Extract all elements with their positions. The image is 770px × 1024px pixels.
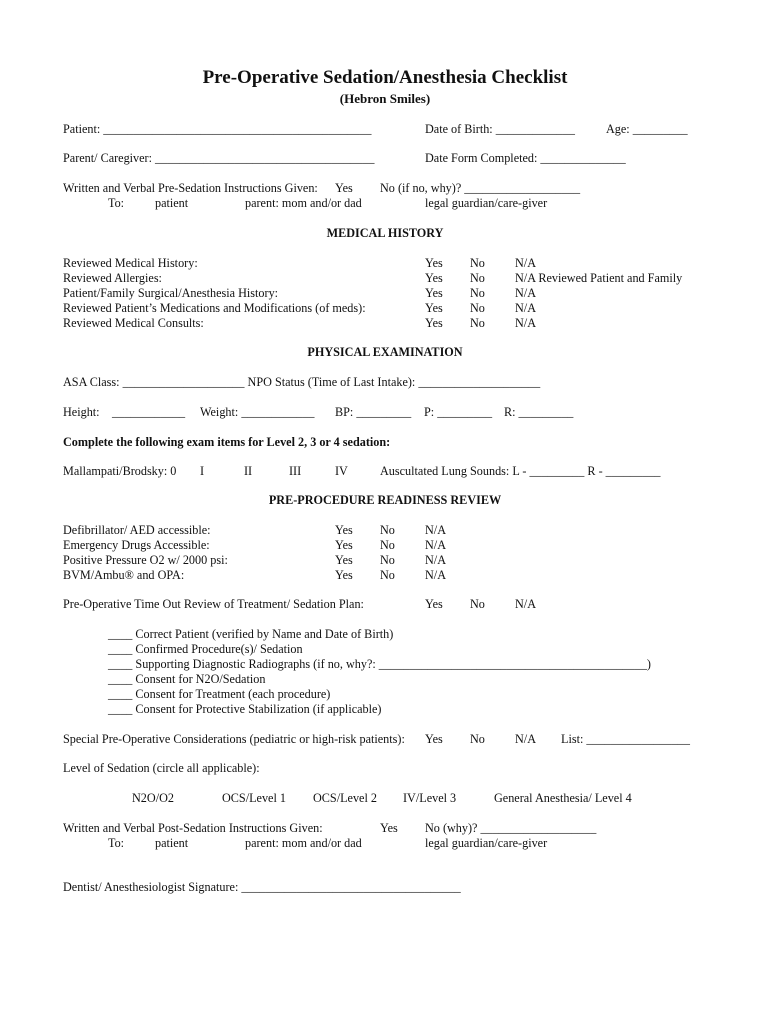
timeout-no[interactable]: No [470,597,485,611]
yes-option[interactable]: Yes [335,568,353,582]
yes-option[interactable]: Yes [425,301,443,315]
mallampati-class-iv[interactable]: IV [335,464,348,478]
timeout-label: Pre-Operative Time Out Review of Treatment/ Sedation Plan: [63,597,364,611]
no-option[interactable]: No [470,271,485,285]
mallampati-label: Mallampati/Brodsky: 0 [63,464,177,478]
no-option[interactable]: No [380,523,395,537]
post-instructions-no[interactable]: No (why)? ___________________ [425,821,597,835]
caregiver-field[interactable]: Parent/ Caregiver: ____________________________________ [63,151,375,165]
yes-option[interactable]: Yes [425,256,443,270]
row-label: Reviewed Medical Consults: [63,316,204,330]
special-na[interactable]: N/A [515,732,536,746]
row-label: Reviewed Medical History: [63,256,198,270]
sedation-option-n2o[interactable]: N2O/O2 [132,791,174,805]
row-label: Defibrillator/ AED accessible: [63,523,211,537]
special-list-field[interactable]: List: _________________ [561,732,690,746]
mallampati-class-i[interactable]: I [200,464,205,478]
na-option[interactable]: N/A [515,301,536,315]
pre-instructions-no[interactable]: No (if no, why)? ___________________ [380,181,581,195]
checklist-item-procedure[interactable]: ____ Confirmed Procedure(s)/ Sedation [108,642,303,656]
checklist-item-stabilization-consent[interactable]: ____ Consent for Protective Stabilization (if applicable) [108,702,382,716]
post-instructions-patient[interactable]: patient [155,836,189,850]
timeout-yes[interactable]: Yes [425,597,443,611]
page-title: Pre-Operative Sedation/Anesthesia Checklist [202,67,568,88]
asa-npo-field[interactable]: ASA Class: ____________________ NPO Status (Time of Last Intake): ____________________ [63,375,541,389]
weight-field[interactable]: Weight: ____________ [200,405,315,419]
pulse-field[interactable]: P: _________ [424,405,493,419]
pre-instructions-parent[interactable]: parent: mom and/or dad [245,196,362,210]
yes-option[interactable]: Yes [335,538,353,552]
row-label: BVM/Ambu® and OPA: [63,568,185,582]
row-label: Reviewed Patient’s Medications and Modifications (of meds): [63,301,366,315]
row-label: Positive Pressure O2 w/ 2000 psi: [63,553,228,567]
checklist-item-radiographs[interactable]: ____ Supporting Diagnostic Radiographs (if no, why?: ____________________________________________) [108,657,651,671]
sedation-level-label: Level of Sedation (circle all applicable): [63,761,260,775]
checklist-item-patient[interactable]: ____ Correct Patient (verified by Name and Date of Birth) [108,627,394,641]
yes-option[interactable]: Yes [425,286,443,300]
no-option[interactable]: No [470,316,485,330]
row-label: Reviewed Allergies: [63,271,162,285]
no-option[interactable]: No [470,301,485,315]
na-option[interactable]: N/A [425,568,446,582]
no-option[interactable]: No [470,256,485,270]
sedation-option-level2[interactable]: OCS/Level 2 [313,791,377,805]
signature-field[interactable]: Dentist/ Anesthesiologist Signature: ____________________________________ [63,880,461,894]
row-label: Patient/Family Surgical/Anesthesia History: [63,286,279,300]
age-field[interactable]: Age: _________ [606,122,688,136]
na-option[interactable]: N/A [515,286,536,300]
post-instructions-guardian[interactable]: legal guardian/care-giver [425,836,548,850]
special-considerations-label: Special Pre-Operative Considerations (pediatric or high-risk patients): [63,732,405,746]
na-option[interactable]: N/A [425,523,446,537]
mallampati-class-ii[interactable]: II [244,464,253,478]
na-option[interactable]: N/A [425,538,446,552]
post-instructions-parent[interactable]: parent: mom and/or dad [245,836,362,850]
pre-instructions-patient[interactable]: patient [155,196,189,210]
na-option[interactable]: N/A Reviewed Patient and Family [515,271,683,285]
yes-option[interactable]: Yes [335,523,353,537]
no-option[interactable]: No [380,568,395,582]
medical-history-heading: MEDICAL HISTORY [326,226,444,240]
sedation-option-level3[interactable]: IV/Level 3 [403,791,457,805]
na-option[interactable]: N/A [515,316,536,330]
sedation-option-level4[interactable]: General Anesthesia/ Level 4 [494,791,632,805]
no-option[interactable]: No [380,538,395,552]
date-completed-field[interactable]: Date Form Completed: ______________ [425,151,626,165]
height-field[interactable]: ____________ [112,405,186,419]
timeout-na[interactable]: N/A [515,597,536,611]
pre-instructions-to: To: [108,196,125,210]
yes-option[interactable]: Yes [425,271,443,285]
pre-instructions-question: Written and Verbal Pre-Sedation Instructions Given: [63,181,318,195]
page-subtitle: (Hebron Smiles) [339,91,431,106]
post-instructions-question: Written and Verbal Post-Sedation Instructions Given: [63,821,323,835]
bp-field[interactable]: BP: _________ [335,405,412,419]
yes-option[interactable]: Yes [425,316,443,330]
mallampati-class-iii[interactable]: III [289,464,302,478]
sedation-option-level1[interactable]: OCS/Level 1 [222,791,286,805]
special-yes[interactable]: Yes [425,732,443,746]
no-option[interactable]: No [470,286,485,300]
checklist-item-treatment-consent[interactable]: ____ Consent for Treatment (each procedure) [108,687,331,701]
patient-field[interactable]: Patient: ____________________________________________ [63,122,372,136]
readiness-heading: PRE-PROCEDURE READINESS REVIEW [268,493,502,507]
pre-instructions-yes[interactable]: Yes [335,181,353,195]
row-label: Emergency Drugs Accessible: [63,538,210,552]
post-instructions-yes[interactable]: Yes [380,821,398,835]
level-note: Complete the following exam items for Level 2, 3 or 4 sedation: [63,435,391,449]
special-no[interactable]: No [470,732,485,746]
lung-sounds-field[interactable]: Auscultated Lung Sounds: L - _________ R - _________ [380,464,661,478]
no-option[interactable]: No [380,553,395,567]
yes-option[interactable]: Yes [335,553,353,567]
checklist-item-n2o-consent[interactable]: ____ Consent for N2O/Sedation [108,672,266,686]
height-label: Height: [63,405,100,419]
na-option[interactable]: N/A [515,256,536,270]
post-instructions-to: To: [108,836,125,850]
pre-instructions-guardian[interactable]: legal guardian/care-giver [425,196,548,210]
physical-exam-heading: PHYSICAL EXAMINATION [307,345,463,359]
respiration-field[interactable]: R: _________ [504,405,574,419]
na-option[interactable]: N/A [425,553,446,567]
dob-field[interactable]: Date of Birth: _____________ [425,122,575,136]
